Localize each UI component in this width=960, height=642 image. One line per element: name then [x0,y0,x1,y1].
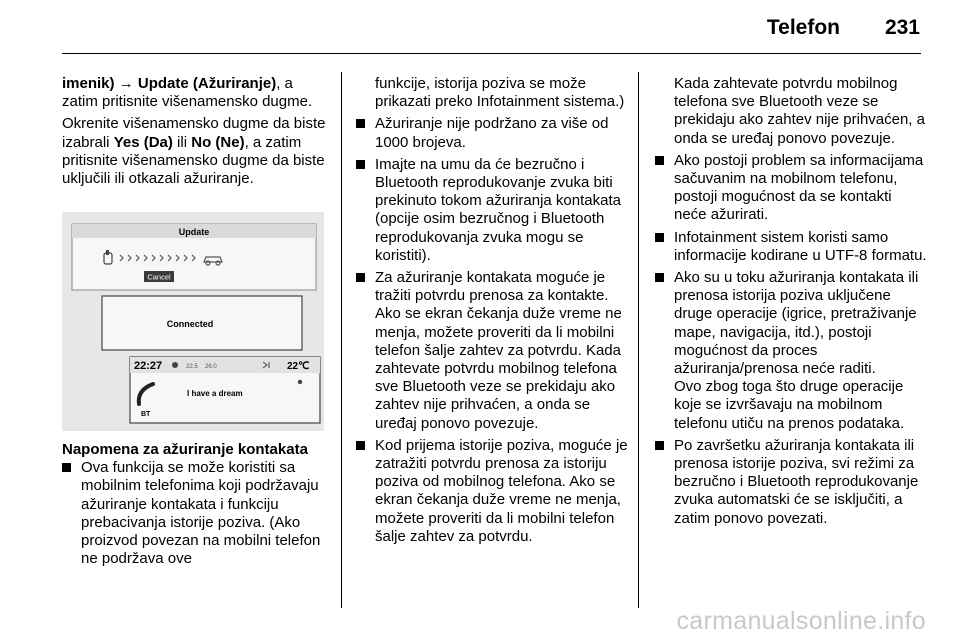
list-item [655,437,927,528]
status-value-2: 26.0 [205,364,217,370]
list-item-text: Infotainment sistem koristi samo informacije kodirane u UTF-8 formatu. [674,228,927,264]
column-2 [356,75,632,546]
list-item-text: Kod prijema istorije poziva, moguće je zatražiti potvrdu prenosa za istoriju poziva od mobilnog telefona. Ako se ekran čekanja duže vreme ne menja, možete proveriti da li mobilni telefon šalje zahtev za potvrdu. [375,436,628,545]
connected-label: Connected [166,319,214,329]
clock-time: 22:27 [134,360,163,372]
arrow-icon: → [114,75,138,92]
bullet-square-icon [655,441,664,450]
list-item [356,269,632,433]
bullet-square-icon [62,463,71,472]
list-item-text: Ažuriranje nije podržano za više od 1000 brojeva. [375,115,609,151]
list-item-text: Ako postoji problem sa informacijama sačuvanim na mobilnom telefonu, postoji mogućnost da se kontakti neće ažurirati. [674,151,924,224]
column-divider-2 [638,72,639,608]
bullet-square-icon [356,273,365,282]
list-item [356,156,632,265]
bullet-square-icon [356,119,365,128]
note-section [62,441,332,568]
settings-dot-icon [172,362,178,368]
option-dot-icon [298,380,302,384]
bt-label: BT [141,411,151,418]
temperature: 22℃ [287,361,310,372]
note-title: Napomena za ažuriranje kontakata [62,441,308,458]
page-number: 231 [884,16,920,39]
list-item-text: Po završetku ažuriranja kontakata ili prenosa istorije poziva, svi režimi za bezručno i Bluetooth reprodukovanje zvuka automatski će se isključiti, a zatim ponovo povezati. [674,436,919,527]
song-title: I have a dream [187,389,243,398]
header-divider [62,53,921,54]
list-item [655,269,927,378]
instruction-text: Okrenite višenamensko dugme da biste izabrali [62,115,326,151]
note-item-text: Ova funkcija se može koristiti sa mobilnim telefonima koji podržavaju ažuriranje kontakata i funkciju prebacivanja istorije poziva. (Ako proizvod povezan na mobilni telefon ne podržava ove [81,459,321,568]
column-3 [655,75,927,528]
instruction-text: , a zatim pritisnite višenamensko dugme. [62,75,313,111]
update-screens-illustration [62,212,324,431]
cancel-button-label: Cancel [147,272,171,282]
instruction-text: ili [172,133,192,151]
bullet-square-icon [655,233,664,242]
instruction-text: , a zatim pritisnite višenamensko dugme da biste uključili ili otkazali ažuriranje. [62,133,325,188]
list-item [356,115,632,151]
list-item [356,437,632,546]
bullet-square-icon [655,273,664,282]
list-item [655,152,927,225]
note-item [62,459,332,568]
menu-path-text: imenik) [62,75,115,92]
column-1 [62,75,332,188]
list-item-text: Za ažuriranje kontakata moguće je tražiti potvrdu prenosa za kontakte. Ako se ekran čekanja duže vreme ne menja, možete proveriti da li mobilni telefon šalje zahtev za potvrdu. Kada zahtevate potvrdu mobilnog telefona sve Bluetooth veze se prekidaju ako zahtev nije prihvaćen, a onda se uređaj ponovo povezuje. [375,269,622,432]
list-item [655,229,927,265]
update-screen-title: Update [178,227,210,237]
yes-option-label: Yes (Da) [113,133,173,151]
page-header-title: Telefon [766,16,840,39]
bullet-square-icon [356,441,365,450]
watermark: carmanualsonline.info [676,607,926,635]
list-item-text: Ako su u toku ažuriranja kontakata ili prenosa istorija poziva uključene druge operacije (igrice, pretraživanje mape, navigacija, itd.), postoji mogućnost da proces ažuriranja/prenosa neće raditi. [674,269,919,378]
list-item-text: Imajte na umu da će bezručno i Bluetooth reprodukovanje zvuka biti prekinuto tokom ažuriranja kontakata (opcije osim bezručnog i Bluetooth reprodukovanja zvuka mogu se koristiti). [375,155,621,264]
menu-update-label: Update (Ažuriranje) [137,75,277,92]
continued-text: funkcije, istorija poziva se može prikazati preko Infotainment sistema.) [375,75,625,111]
status-value-1: 22.5 [186,364,198,370]
paragraph-update-instruction [62,75,332,111]
no-option-label: No (Ne) [191,133,245,151]
column-divider-1 [341,72,342,608]
bullet-square-icon [356,160,365,169]
list-item-continuation: Ovo zbog toga što druge operacije koje se izvršavaju na mobilnom telefonu utiču na prenos podataka. [674,378,905,432]
continued-text: Kada zahtevate potvrdu mobilnog telefona sve Bluetooth veze se prekidaju ako zahtev nije prihvaćen, a onda se uređaj ponovo povezuje. [674,75,925,147]
paragraph-confirm-instruction [62,115,332,188]
bullet-square-icon [655,156,664,165]
